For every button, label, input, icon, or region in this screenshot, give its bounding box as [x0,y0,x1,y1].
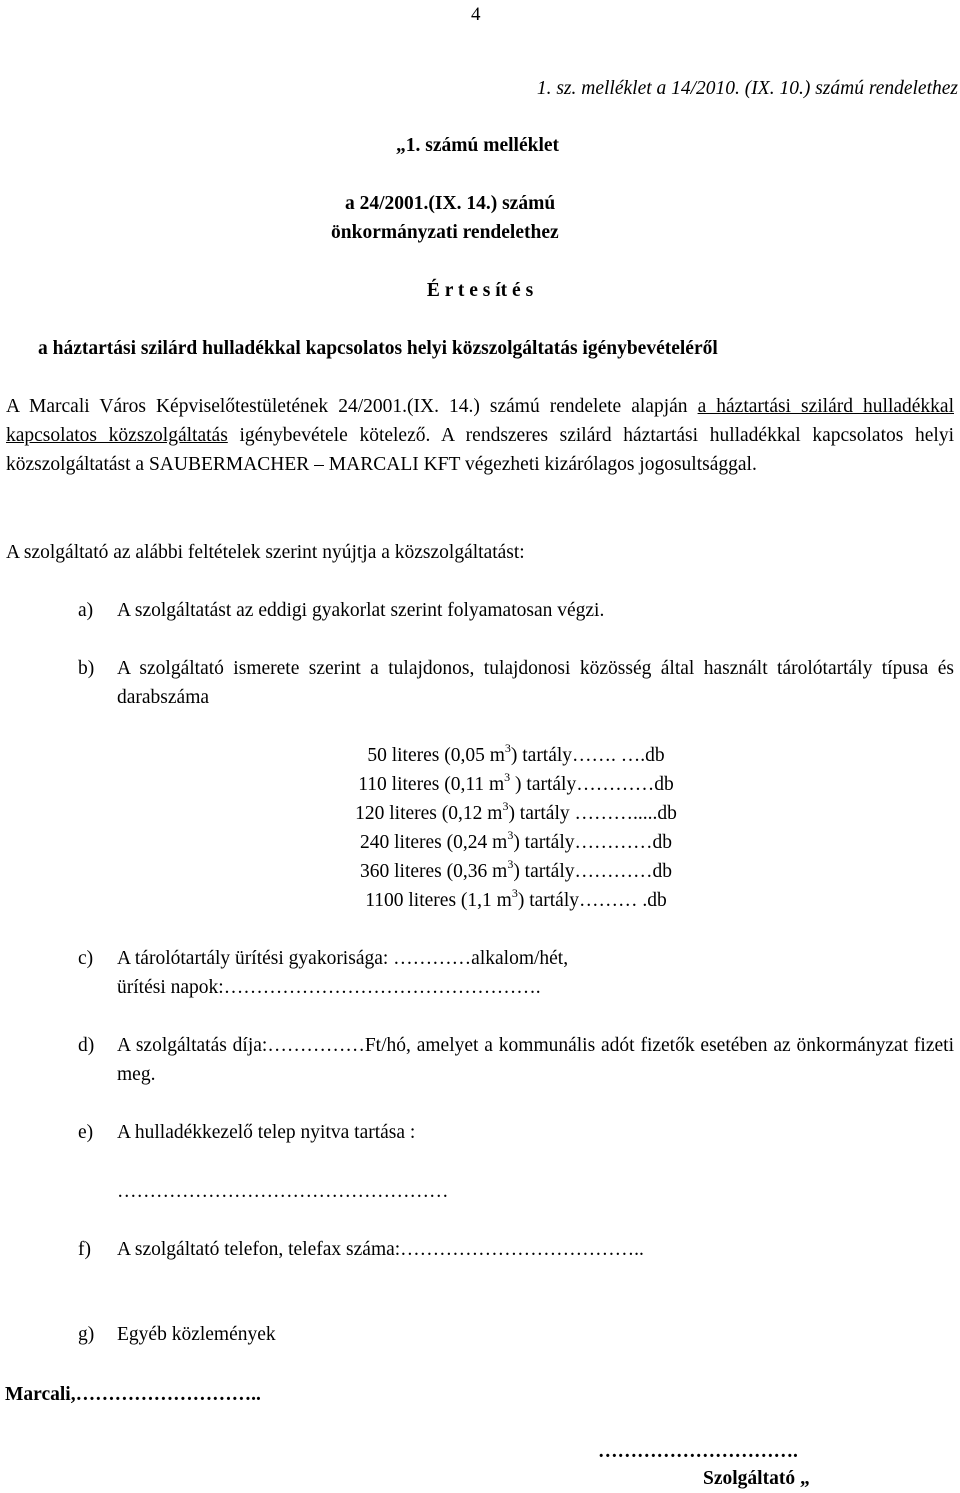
item-e-dotline: …………………………………………… [117,1181,449,1202]
container-row: 1100 literes (1,1 $m^3$) tartály……… .db [365,886,667,911]
item-a-text: A szolgáltatást az eddigi gyakorlat szerint folyamatosan végzi. [117,600,605,621]
container-row: 240 literes (0,24 $m^3$) tartály…………db [360,828,672,853]
signature-label: Szolgáltató „ [703,1468,810,1489]
item-c-days: ürítési napok:…………………………………………. [117,977,541,998]
container-row: 50 literes (0,05 $m^3$) tartály……. ….db [367,741,665,766]
intro-underlined: a háztartási szilárd hulladékkal kapcsolatos közszolgáltatás [6,396,954,446]
intro-text-1: A Marcali Város Képviselőtestületének 24/2001.(IX. 14.) számú rendelete alapján [6,396,698,417]
annex-header: 1. sz. melléklet a 14/2010. (IX. 10.) számú rendelethez [536,78,958,99]
item-e-text: A hulladékkezelő telep nyitva tartása : [117,1122,416,1143]
decree-ref-line-2: önkormányzati rendelethez [331,222,559,243]
item-b-text: A szolgáltató ismerete szerint a tulajdonos, tulajdonosi közösség által használt tárolótartály típusa és darabszáma [117,658,954,708]
container-row: 110 literes (0,11 $m^3$ ) tartály…………db [358,770,674,795]
notice-title: É r t e s ít é s [426,280,534,301]
conditions-intro: A szolgáltató az alábbi feltételek szerint nyújtja a közszolgáltatást: [6,542,525,563]
item-a-label: a) [78,600,94,621]
item-c-frequency: A tárolótartály ürítési gyakorisága: …………alkalom/hét, [117,948,569,969]
item-g-text: Egyéb közlemények [117,1324,276,1345]
item-e-label: e) [78,1122,94,1143]
item-f-text: A szolgáltató telefon, telefax száma:……………………………….. [117,1239,644,1260]
item-f-label: f) [78,1239,91,1260]
container-row: 360 literes (0,36 $m^3$) tartály…………db [360,857,672,882]
annex-title: „1. számú melléklet [396,135,560,156]
item-d-label: d) [78,1035,95,1056]
item-b-label: b) [78,658,95,679]
place-date: Marcali,……………………….. [5,1384,261,1405]
item-d-text: A szolgáltatás díja:……………Ft/hó, amelyet a kommunális adót fizetők esetében az önkormányzat fizeti meg. [117,1035,954,1085]
notice-subject: a háztartási szilárd hulladékkal kapcsolatos helyi közszolgáltatás igénybevételéről [38,338,718,359]
item-c-label: c) [78,948,94,969]
intro-text-2: igénybevétele kötelező. A rendszeres szilárd háztartási hulladékkal kapcsolatos helyi közszolgáltatást a SAUBERMACHER – MARCALI KFT végezheti kizárólagos jogosultsággal. [6,425,954,475]
signature-dots: …………………………. [598,1441,798,1462]
item-g-label: g) [78,1324,95,1345]
decree-ref-line-1: a 24/2001.(IX. 14.) számú [345,193,556,214]
container-row: 120 literes (0,12 $m^3$) tartály ……….....db [355,799,677,824]
intro-paragraph [6,392,954,479]
page-number: 4 [471,4,481,25]
